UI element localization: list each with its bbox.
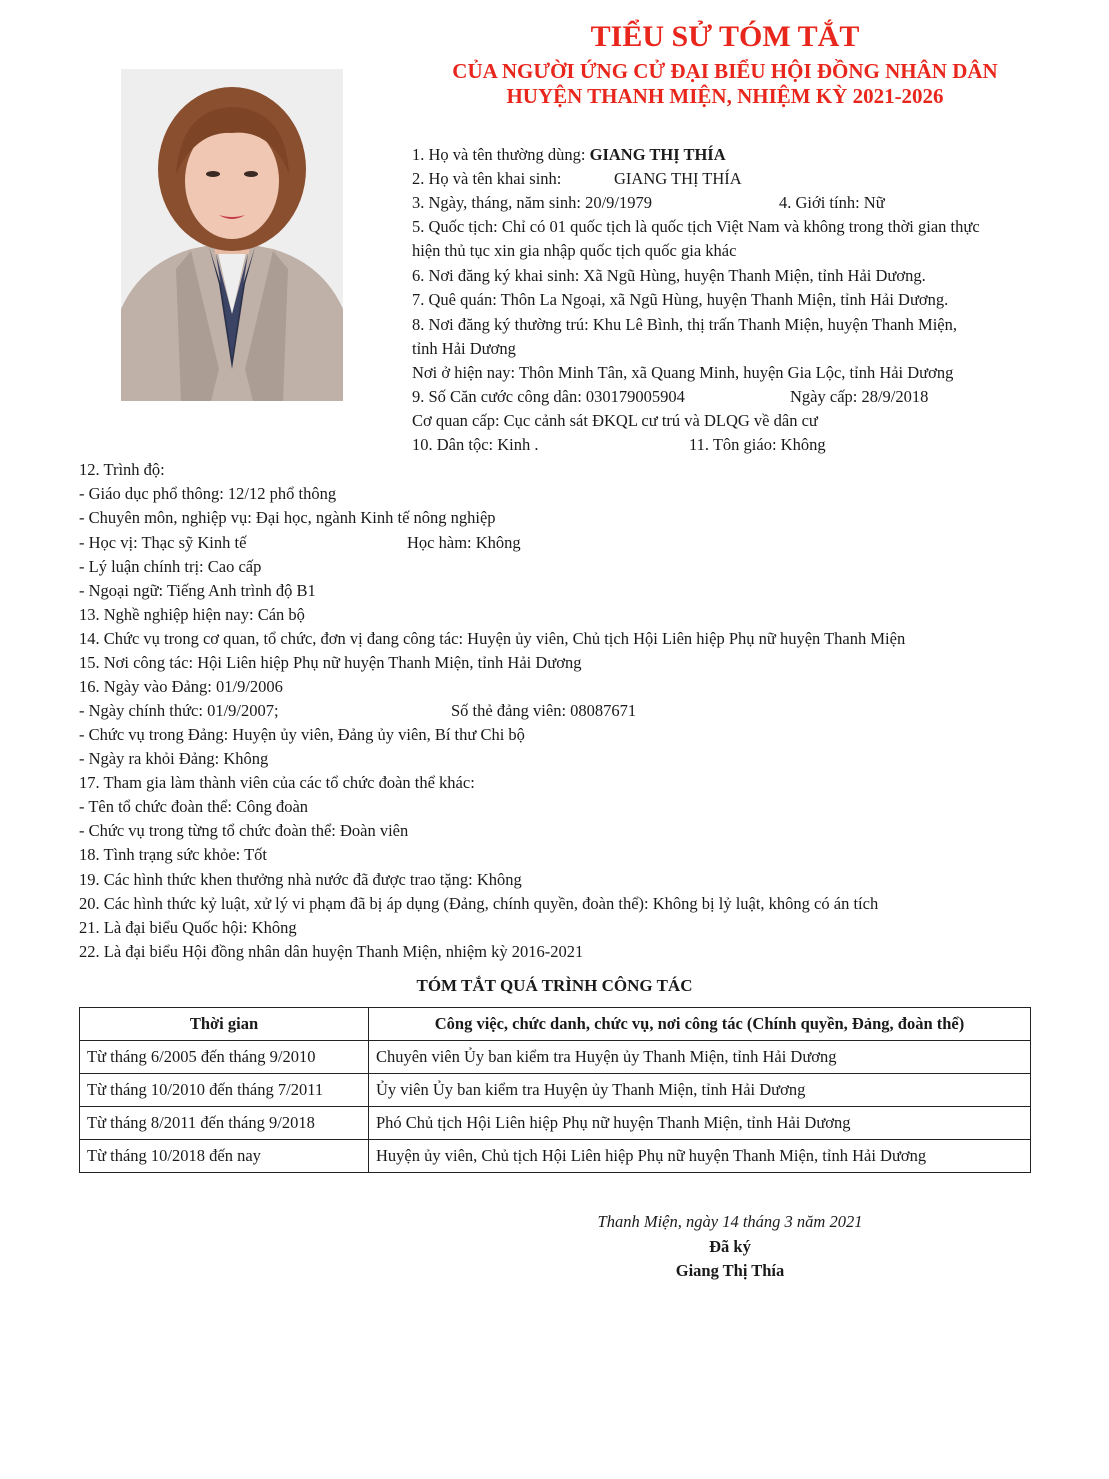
detail-awards: 19. Các hình thức khen thưởng nhà nước đã được trao tặng: Không bbox=[79, 870, 522, 889]
table-row bbox=[80, 1074, 1031, 1107]
detail-party-card-number: Số thẻ đảng viên: 08087671 bbox=[451, 701, 637, 720]
info-ethnicity: 10. Dân tộc: Kinh . bbox=[412, 435, 539, 454]
detail-party-position: - Chức vụ trong Đảng: Huyện ủy viên, Đảng ủy viên, Bí thư Chi bộ bbox=[79, 725, 525, 744]
detail-academic-title: Học hàm: Không bbox=[407, 533, 521, 552]
table-row bbox=[80, 1140, 1031, 1173]
table-row bbox=[80, 1107, 1031, 1140]
detail-party-official-date: - Ngày chính thức: 01/9/2007; bbox=[79, 701, 279, 720]
row-time: Từ tháng 10/2010 đến tháng 7/2011 bbox=[80, 1074, 369, 1107]
document-subtitle-1: CỦA NGƯỜI ỨNG CỬ ĐẠI BIỂU HỘI ĐỒNG NHÂN DÂN bbox=[452, 59, 998, 83]
detail-education-heading: 12. Trình độ: bbox=[79, 460, 165, 479]
info-permanent-residence-2: tỉnh Hải Dương bbox=[412, 339, 516, 358]
info-common-name: 1. Họ và tên thường dùng: GIANG THỊ THÍA bbox=[412, 145, 726, 164]
info-gender: 4. Giới tính: Nữ bbox=[779, 193, 885, 212]
candidate-portrait-photo bbox=[121, 69, 343, 401]
info-birth-date: 3. Ngày, tháng, năm sinh: 20/9/1979 bbox=[412, 193, 652, 212]
signature-name: Giang Thị Thía bbox=[675, 1261, 785, 1280]
detail-general-education: - Giáo dục phổ thông: 12/12 phổ thông bbox=[79, 484, 337, 503]
info-current-residence: Nơi ở hiện nay: Thôn Minh Tân, xã Quang Minh, huyện Gia Lộc, tỉnh Hải Dương bbox=[412, 363, 954, 382]
document-title: TIỂU SỬ TÓM TẮT bbox=[590, 20, 860, 53]
detail-workplace: 15. Nơi công tác: Hội Liên hiệp Phụ nữ huyện Thanh Miện, tỉnh Hải Dương bbox=[79, 653, 582, 672]
column-header-description: Công việc, chức danh, chức vụ, nơi công tác (Chính quyền, Đảng, đoàn thể) bbox=[369, 1008, 1031, 1041]
detail-party-leave-date: - Ngày ra khỏi Đảng: Không bbox=[79, 749, 269, 768]
detail-organization-position: - Chức vụ trong từng tổ chức đoàn thể: Đoàn viên bbox=[79, 821, 409, 840]
detail-academic-degree: - Học vị: Thạc sỹ Kinh tế bbox=[79, 533, 247, 552]
detail-position: 14. Chức vụ trong cơ quan, tổ chức, đơn vị đang công tác: Huyện ủy viên, Chủ tịch Hội Liên hiệp Phụ nữ huyện Thanh Miện bbox=[79, 629, 906, 648]
signature-date: Thanh Miện, ngày 14 tháng 3 năm 2021 bbox=[597, 1212, 863, 1231]
info-religion: 11. Tôn giáo: Không bbox=[689, 435, 826, 454]
work-history-table bbox=[79, 1007, 1031, 1173]
detail-foreign-language: - Ngoại ngữ: Tiếng Anh trình độ B1 bbox=[79, 581, 316, 600]
info-birth-name-value: GIANG THỊ THÍA bbox=[614, 169, 742, 188]
info-nationality-1: 5. Quốc tịch: Chỉ có 01 quốc tịch là quốc tịch Việt Nam và không trong thời gian thực bbox=[412, 217, 980, 236]
row-time: Từ tháng 6/2005 đến tháng 9/2010 bbox=[80, 1041, 369, 1074]
row-description: Chuyên viên Ủy ban kiểm tra Huyện ủy Thanh Miện, tỉnh Hải Dương bbox=[369, 1041, 1031, 1074]
table-row bbox=[80, 1041, 1031, 1074]
detail-health: 18. Tình trạng sức khỏe: Tốt bbox=[79, 845, 267, 864]
info-id-number: 9. Số Căn cước công dân: 030179005904 bbox=[412, 387, 685, 406]
info-hometown: 7. Quê quán: Thôn La Ngoại, xã Ngũ Hùng, huyện Thanh Miện, tỉnh Hải Dương. bbox=[412, 290, 949, 309]
info-id-issuer: Cơ quan cấp: Cục cảnh sát ĐKQL cư trú và DLQG về dân cư bbox=[412, 411, 818, 430]
common-name-value: GIANG THỊ THÍA bbox=[589, 145, 726, 164]
document-subtitle-2: HUYỆN THANH MIỆN, NHIỆM KỲ 2021-2026 bbox=[506, 84, 944, 108]
row-description: Huyện ủy viên, Chủ tịch Hội Liên hiệp Phụ nữ huyện Thanh Miện, tỉnh Hải Dương bbox=[369, 1140, 1031, 1173]
detail-national-assembly: 21. Là đại biểu Quốc hội: Không bbox=[79, 918, 297, 937]
signature-signed-note: Đã ký bbox=[709, 1237, 751, 1256]
table-header-row bbox=[80, 1008, 1031, 1041]
row-time: Từ tháng 8/2011 đến tháng 9/2018 bbox=[80, 1107, 369, 1140]
detail-political-theory: - Lý luận chính trị: Cao cấp bbox=[79, 557, 262, 576]
detail-council-member: 22. Là đại biểu Hội đồng nhân dân huyện Thanh Miện, nhiệm kỳ 2016-2021 bbox=[79, 942, 584, 961]
info-permanent-residence-1: 8. Nơi đăng ký thường trú: Khu Lê Bình, thị trấn Thanh Miện, huyện Thanh Miện, bbox=[412, 315, 958, 334]
detail-discipline: 20. Các hình thức kỷ luật, xử lý vi phạm đã bị áp dụng (Đảng, chính quyền, đoàn thể): Không bị lỷ luật, không có án tích bbox=[79, 894, 879, 913]
detail-party-join-date: 16. Ngày vào Đảng: 01/9/2006 bbox=[79, 677, 283, 696]
row-description: Ủy viên Ủy ban kiểm tra Huyện ủy Thanh Miện, tỉnh Hải Dương bbox=[369, 1074, 1031, 1107]
detail-organizations-heading: 17. Tham gia làm thành viên của các tổ chức đoàn thể khác: bbox=[79, 773, 475, 792]
detail-specialization: - Chuyên môn, nghiệp vụ: Đại học, ngành Kinh tế nông nghiệp bbox=[79, 508, 496, 527]
work-history-title: TÓM TẮT QUÁ TRÌNH CÔNG TÁC bbox=[416, 976, 693, 995]
info-id-issue-date: Ngày cấp: 28/9/2018 bbox=[790, 387, 929, 406]
row-description: Phó Chủ tịch Hội Liên hiệp Phụ nữ huyện Thanh Miện, tỉnh Hải Dương bbox=[369, 1107, 1031, 1140]
column-header-time: Thời gian bbox=[80, 1008, 369, 1041]
detail-organization-name: - Tên tổ chức đoàn thể: Công đoàn bbox=[79, 797, 309, 816]
info-birth-registration: 6. Nơi đăng ký khai sinh: Xã Ngũ Hùng, huyện Thanh Miện, tỉnh Hải Dương. bbox=[412, 266, 926, 285]
detail-occupation: 13. Nghề nghiệp hiện nay: Cán bộ bbox=[79, 605, 305, 624]
info-birth-name-label: 2. Họ và tên khai sinh: bbox=[412, 169, 562, 188]
row-time: Từ tháng 10/2018 đến nay bbox=[80, 1140, 369, 1173]
info-nationality-2: hiện thủ tục xin gia nhập quốc tịch quốc gia khác bbox=[412, 241, 737, 260]
